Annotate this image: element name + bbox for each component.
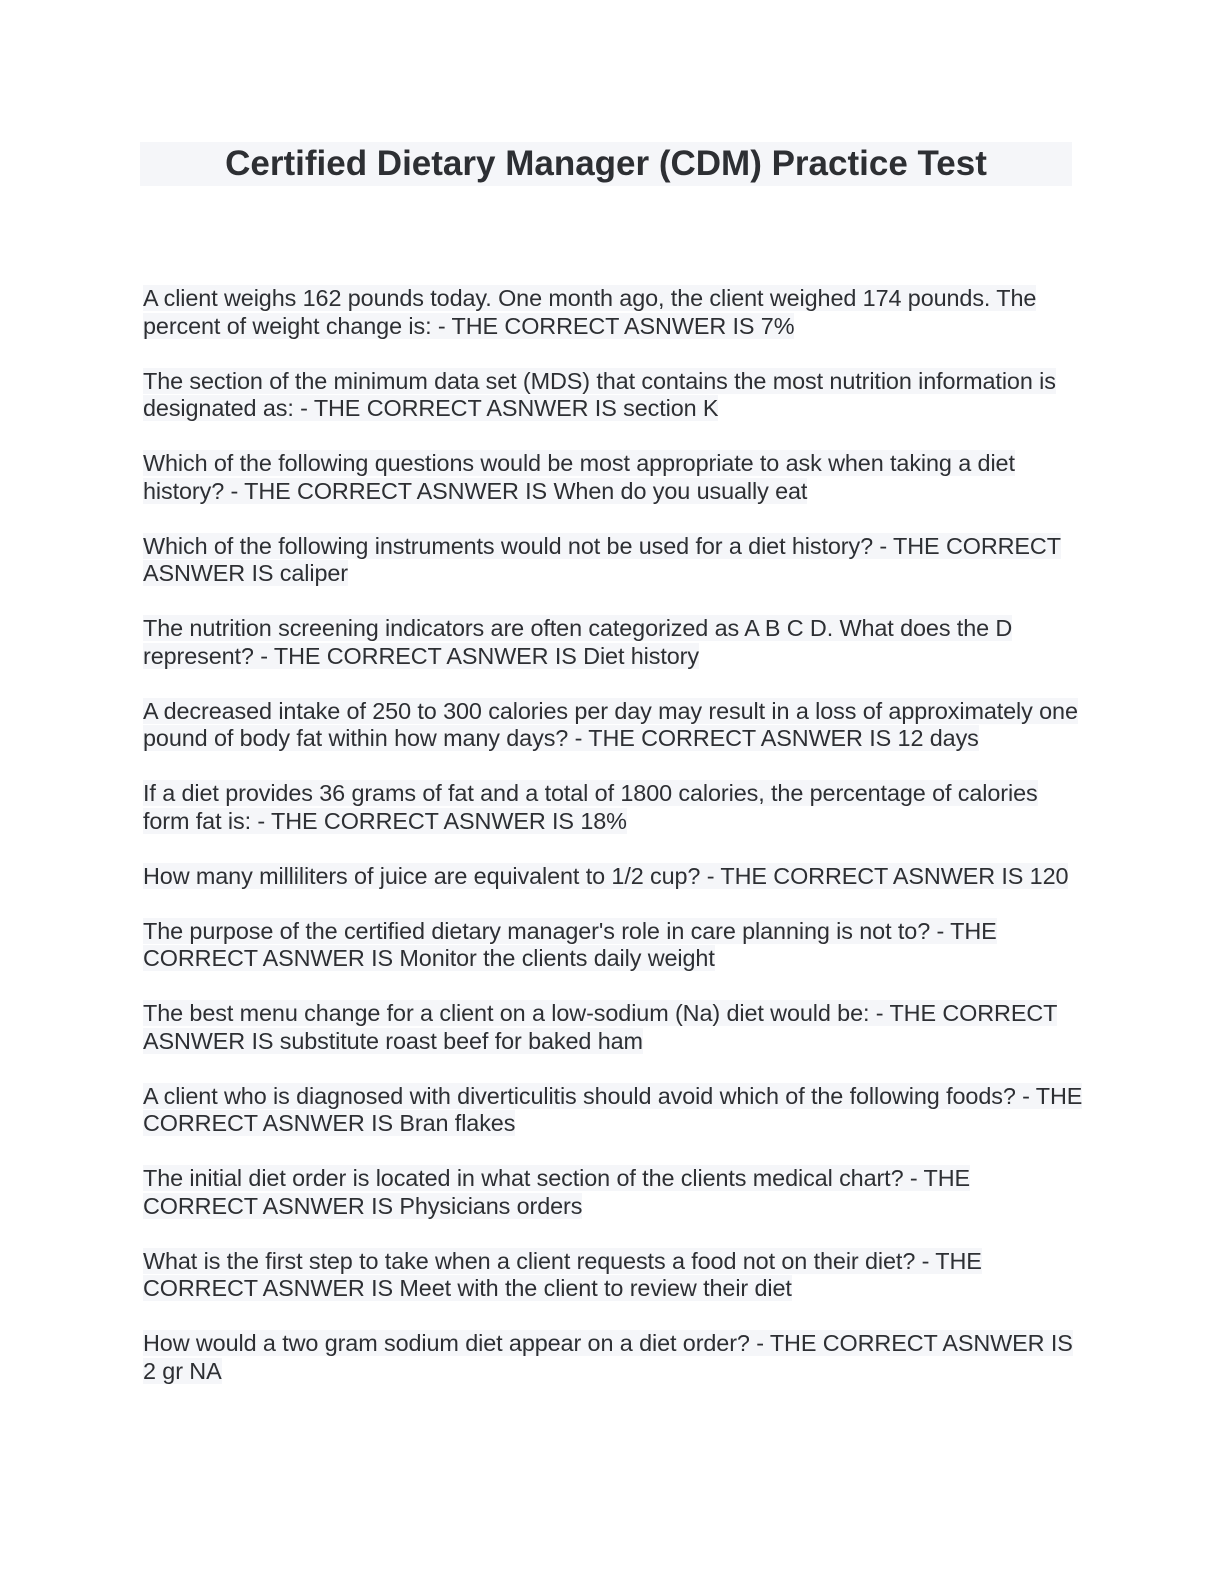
question-item — [143, 918, 1083, 973]
question-text: The section of the minimum data set (MDS) that contains the most nutrition information is designated as: - THE CORRECT ASNWER IS section K — [143, 367, 1056, 421]
question-text: Which of the following instruments would not be used for a diet history? - THE CORRECT ASNWER IS caliper — [143, 532, 1061, 586]
question-item — [143, 1165, 1083, 1220]
question-item — [143, 615, 1083, 670]
question-text: A decreased intake of 250 to 300 calories per day may result in a loss of approximately one pound of body fat within how many days? - THE CORRECT ASNWER IS 12 days — [143, 697, 1078, 751]
question-item — [143, 698, 1083, 753]
question-item — [143, 1248, 1083, 1303]
question-text: The initial diet order is located in what section of the clients medical chart? - THE CORRECT ASNWER IS Physicians orders — [143, 1165, 971, 1219]
question-item — [143, 863, 1083, 891]
question-text: The purpose of the certified dietary manager's role in care planning is not to? - THE CORRECT ASNWER IS Monitor the clients daily weight — [143, 917, 997, 971]
question-list — [143, 285, 1083, 1413]
question-item — [143, 1330, 1083, 1385]
question-text: The best menu change for a client on a low-sodium (Na) diet would be: - THE CORRECT ASNWER IS substitute roast beef for baked ham — [143, 1000, 1058, 1054]
page-title: Certified Dietary Manager (CDM) Practice Test — [225, 144, 987, 183]
question-text: The nutrition screening indicators are often categorized as A B C D. What does the D represent? - THE CORRECT ASNWER IS Diet history — [143, 615, 1013, 669]
question-text: Which of the following questions would be most appropriate to ask when taking a diet history? - THE CORRECT ASNWER IS When do you usually eat — [143, 450, 1015, 504]
question-text: How would a two gram sodium diet appear on a diet order? - THE CORRECT ASNWER IS 2 gr NA — [143, 1330, 1073, 1384]
question-text: What is the first step to take when a client requests a food not on their diet? - THE CORRECT ASNWER IS Meet with the client to review their diet — [143, 1247, 982, 1301]
question-text: If a diet provides 36 grams of fat and a total of 1800 calories, the percentage of calories form fat is: - THE CORRECT ASNWER IS 18% — [143, 780, 1038, 834]
question-item — [143, 533, 1083, 588]
question-text: A client weighs 162 pounds today. One month ago, the client weighed 174 pounds. The percent of weight change is: - THE CORRECT ASNWER IS 7% — [143, 285, 1037, 339]
question-item — [143, 1083, 1083, 1138]
question-item — [143, 780, 1083, 835]
question-item — [143, 1000, 1083, 1055]
question-text: How many milliliters of juice are equivalent to 1/2 cup? - THE CORRECT ASNWER IS 120 — [143, 862, 1069, 889]
question-item — [143, 450, 1083, 505]
question-text: A client who is diagnosed with diverticulitis should avoid which of the following foods? - THE CORRECT ASNWER IS Bran flakes — [143, 1082, 1083, 1136]
question-item — [143, 285, 1083, 340]
question-item — [143, 368, 1083, 423]
